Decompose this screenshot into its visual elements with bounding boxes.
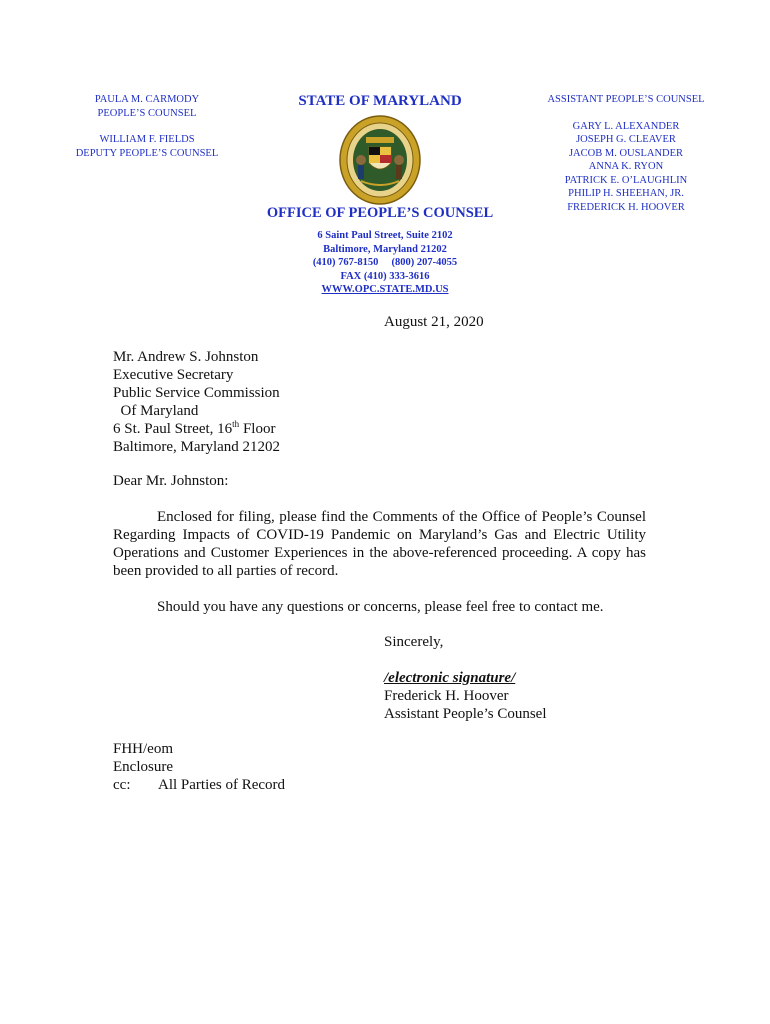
recipient-block (113, 348, 280, 456)
closing: Sincerely, (384, 634, 444, 650)
assistant-counsel-name: ANNA K. RYON (588, 161, 664, 172)
salutation: Dear Mr. Johnston: (113, 473, 229, 489)
street-prefix: 6 St. Paul Street, 16 (113, 421, 233, 437)
office-title: OFFICE OF PEOPLE’S COUNSEL (266, 205, 494, 221)
address-phones: (410) 767-8150 (800) 207-4055 (312, 257, 458, 268)
body-paragraph-2: Should you have any questions or concerns, please feel free to contact me. (157, 599, 604, 615)
signer-name: Frederick H. Hoover (384, 688, 509, 704)
assistant-counsel-name: FREDERICK H. HOOVER (567, 201, 685, 213)
cc-label: cc: (113, 777, 131, 793)
body-paragraph-1: Enclosed for filing, please find the Comments of the Office of People’s Counsel Regarding Impacts of COVID-19 Pandemic on Maryland’s Gas and Electric Utility Operations and Customer Experiences in the above-referenced proceeding. A copy has been provided to all parties of record. (113, 509, 646, 579)
recipient-org-line1: Public Service Commission (113, 385, 280, 401)
recipient-street (113, 420, 280, 438)
state-title: STATE OF MARYLAND (298, 93, 462, 109)
assistant-counsel-name: JACOB M. OUSLANDER (568, 147, 684, 159)
website-link[interactable]: WWW.OPC.STATE.MD.US (321, 284, 449, 295)
assistant-counsel-heading: ASSISTANT PEOPLE’S COUNSEL (547, 94, 705, 105)
address-fax: FAX (410) 333-3616 (340, 270, 430, 282)
assistant-counsel-name: JOSEPH G. CLEAVER (576, 134, 676, 145)
letter-footer (113, 740, 285, 794)
deputy-counsel-name: WILLIAM F. FIELDS (99, 134, 195, 145)
address-street: 6 Saint Paul Street, Suite 2102 (317, 230, 453, 241)
street-suffix: Floor (239, 421, 276, 437)
street-ordinal-suffix: th (232, 419, 240, 429)
initials: FHH/eom (113, 741, 173, 757)
assistant-counsel-name: PHILIP H. SHEEHAN, JR. (568, 188, 684, 199)
peoples-counsel-name: PAULA M. CARMODY (94, 94, 200, 105)
cc-line (113, 776, 285, 794)
cc-value: All Parties of Record (158, 777, 286, 793)
enclosure-note: Enclosure (113, 759, 173, 775)
assistant-counsel-name: PATRICK E. O’LAUGHLIN (564, 174, 688, 186)
recipient-city: Baltimore, Maryland 21202 (113, 439, 281, 455)
deputy-counsel-title: DEPUTY PEOPLE’S COUNSEL (75, 147, 219, 159)
letterhead-left-column (52, 93, 242, 160)
address-city: Baltimore, Maryland 21202 (323, 243, 447, 255)
office-address (270, 229, 500, 297)
letterhead-right-column (526, 93, 726, 214)
electronic-signature: /electronic signature/ (384, 670, 516, 686)
signature-block (384, 669, 547, 723)
letter-date: August 21, 2020 (384, 314, 484, 330)
signer-title: Assistant People’s Counsel (384, 706, 547, 722)
maryland-state-seal-icon (339, 115, 421, 205)
recipient-name: Mr. Andrew S. Johnston (113, 349, 259, 365)
assistant-counsel-name: GARY L. ALEXANDER (572, 120, 680, 132)
recipient-title: Executive Secretary (113, 367, 234, 383)
recipient-org-line2: Of Maryland (113, 403, 199, 419)
peoples-counsel-title: PEOPLE’S COUNSEL (97, 107, 197, 119)
